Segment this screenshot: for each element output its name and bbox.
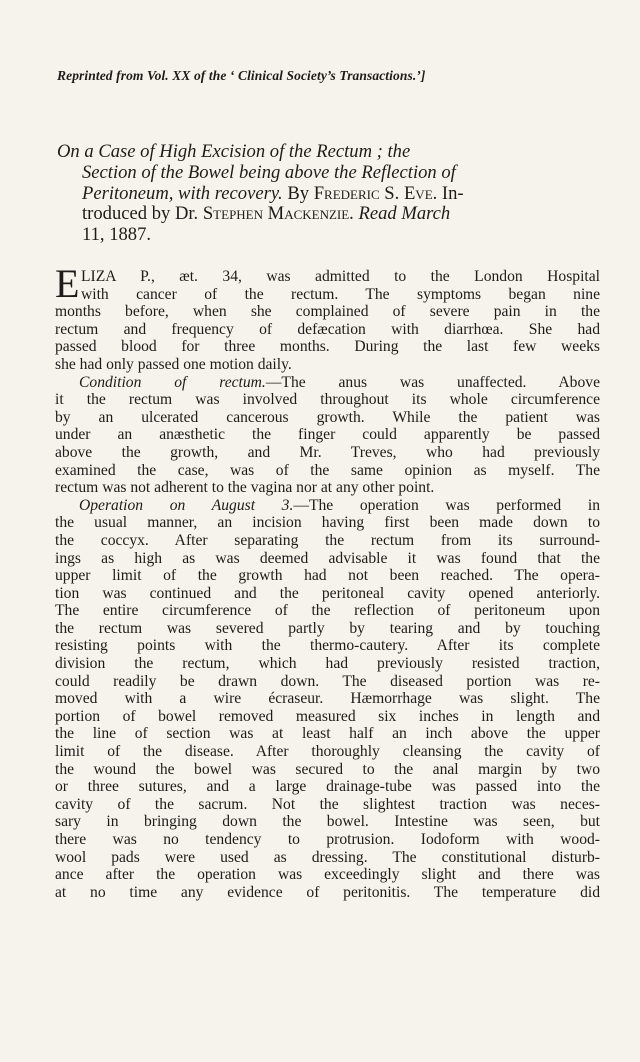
body-line: passed blood for three months. During the last few weeks bbox=[55, 338, 600, 356]
body-line: limit of the disease. After thoroughly cleansing the cavity of bbox=[55, 743, 600, 761]
title-line-1: On a Case of High Excision of the Rectum ; the bbox=[57, 141, 411, 162]
introducer-name: Stephen Mackenzie. bbox=[202, 203, 354, 225]
body-line: rectum and frequency of defæcation with diarrhœa. She had bbox=[55, 320, 600, 338]
body-line: The entire circumference of the reflection of peritoneum upon bbox=[55, 602, 600, 620]
body-line: upper limit of the growth had not been reached. The opera- bbox=[55, 567, 600, 585]
body-line: by an ulcerated cancerous growth. While the patient was bbox=[55, 408, 600, 426]
body-line: there was no tendency to protrusion. Iodoform with wood- bbox=[55, 831, 600, 848]
body-line: division the rectum, which had previously resisted traction, bbox=[55, 655, 600, 673]
section-heading-condition: Condition of rectum. bbox=[79, 373, 266, 391]
body-line: ance after the operation was exceedingly slight and there was bbox=[55, 866, 600, 884]
body-line: moved with a wire écraseur. Hæmorrhage was slight. The bbox=[55, 690, 600, 708]
body-line: LIZA P., æt. 34, was admitted to the London Hospital bbox=[81, 268, 600, 285]
body-line-operation: Operation on August 3.—The operation was performed in bbox=[79, 496, 601, 514]
title-line-3: Peritoneum, with recovery. By Frederic S. Eve. In- bbox=[82, 182, 464, 204]
title-line-5: 11, 1887. bbox=[82, 224, 152, 246]
body-line-condition: Condition of rectum.—The anus was unaffected. Above bbox=[79, 373, 600, 391]
body-line: ings as high as was deemed advisable it was found that the bbox=[55, 549, 600, 567]
paper-title bbox=[57, 142, 595, 246]
body-line: the wound the bowel was secured to the anal margin by two bbox=[55, 760, 600, 778]
body-line: or three sutures, and a large drainage-tube was passed into the bbox=[55, 778, 600, 796]
body-line: above the growth, and Mr. Treves, who had previously bbox=[55, 443, 600, 461]
body-line: the coccyx. After separating the rectum from its surround- bbox=[55, 531, 600, 549]
body-line: could readily be drawn down. The diseased portion was re- bbox=[55, 672, 600, 690]
body-line: under an anæsthetic the finger could apparently be passed bbox=[55, 426, 600, 444]
body-line: the line of section was at least half an inch above the upper bbox=[55, 725, 600, 743]
body-line: the rectum was severed partly by tearing and by touching bbox=[55, 619, 600, 637]
body-line: it the rectum was involved throughout its whole circumference bbox=[55, 391, 600, 409]
body-line: months before, when she complained of severe pain in the bbox=[55, 303, 600, 321]
title-line-4: troduced by Dr. Stephen Mackenzie. Read March bbox=[82, 203, 451, 225]
drop-cap: E bbox=[55, 261, 80, 306]
body-line: resisting points with the thermo-cautery. After its complete bbox=[55, 637, 600, 655]
title-line-2: Section of the Bowel being above the Reflection of bbox=[82, 161, 456, 183]
body-line: with cancer of the rectum. The symptoms began nine bbox=[81, 285, 600, 303]
body-line: the usual manner, an incision having first been made down to bbox=[55, 514, 600, 532]
body-line: portion of bowel removed measured six inches in length and bbox=[55, 707, 600, 725]
section-heading-operation: Operation on August 3. bbox=[79, 496, 294, 514]
body-line: at no time any evidence of peritonitis. The temperature did bbox=[55, 883, 600, 901]
author-name: Frederic S. Eve. bbox=[313, 182, 438, 204]
body-line: wool pads were used as dressing. The constitutional disturb- bbox=[55, 848, 600, 866]
reprint-note: Reprinted from Vol. XX of the ‘ Clinical Society’s Transactions.’] bbox=[57, 68, 426, 83]
body-line: cavity of the sacrum. Not the slightest traction was neces- bbox=[55, 795, 600, 813]
body-line: rectum was not adherent to the vagina nor at any other point. bbox=[55, 479, 435, 497]
body-line: examined the case, was of the same opinion as myself. The bbox=[55, 461, 600, 479]
body-line: tion was continued and the peritoneal cavity opened anteriorly. bbox=[55, 584, 600, 602]
body-text bbox=[55, 261, 601, 901]
body-line: she had only passed one motion daily. bbox=[55, 355, 292, 373]
body-line: sary in bringing down the bowel. Intestine was seen, but bbox=[55, 813, 600, 831]
